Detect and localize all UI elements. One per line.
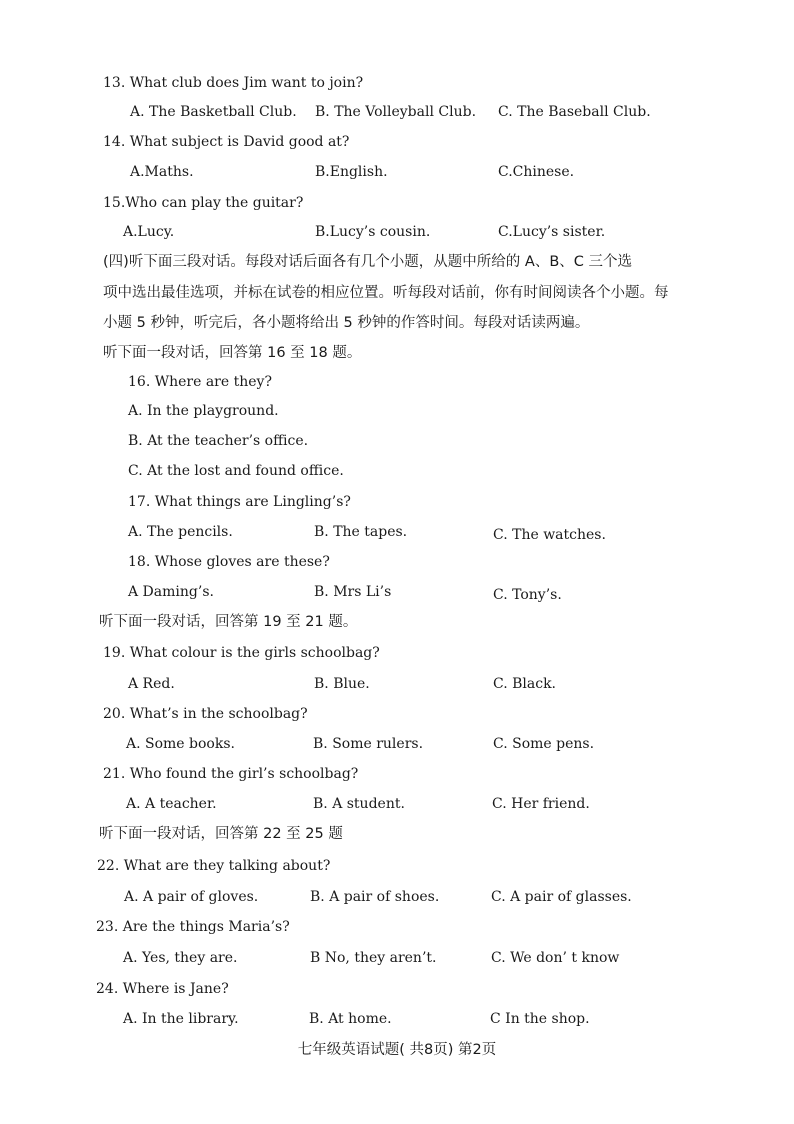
q14-option-b: B.English. <box>315 164 388 180</box>
question-15: 15.Who can play the guitar? <box>103 195 304 211</box>
q23-option-b: B No, they aren’t. <box>310 950 437 966</box>
q19-option-a: A Red. <box>128 676 175 692</box>
q17-option-c: C. The watches. <box>493 527 606 543</box>
q22-option-c: C. A pair of glasses. <box>491 889 632 905</box>
q23-option-a: A. Yes, they are. <box>123 950 238 966</box>
q16-option-b: B. At the teacher’s office. <box>128 433 309 449</box>
question-19: 19. What colour is the girls schoolbag? <box>103 645 380 661</box>
question-17: 17. What things are Lingling’s? <box>128 494 351 510</box>
page-footer: 七年级英语试题( 共8页) 第2页 <box>297 1042 497 1058</box>
q18-option-b: B. Mrs Li’s <box>314 584 392 600</box>
q21-option-a: A. A teacher. <box>126 796 217 812</box>
dialog-1-intro: 听下面一段对话，回答第 16 至 18 题。 <box>103 345 362 361</box>
dialog-3-intro: 听下面一段对话，回答第 22 至 25 题 <box>99 826 343 842</box>
question-13: 13. What club does Jim want to join? <box>103 75 364 91</box>
q13-option-b: B. The Volleyball Club. <box>315 104 477 120</box>
q24-option-b: B. At home. <box>309 1011 392 1027</box>
question-23: 23. Are the things Maria’s? <box>96 919 290 935</box>
question-24: 24. Where is Jane? <box>96 981 229 997</box>
q15-option-b: B.Lucy’s cousin. <box>315 224 431 240</box>
q22-option-a: A. A pair of gloves. <box>124 889 259 905</box>
question-20: 20. What’s in the schoolbag? <box>103 706 308 722</box>
q21-option-c: C. Her friend. <box>492 796 590 812</box>
dialog-2-intro: 听下面一段对话，回答第 19 至 21 题。 <box>99 614 358 630</box>
q24-option-a: A. In the library. <box>123 1011 239 1027</box>
question-14: 14. What subject is David good at? <box>103 134 350 150</box>
q22-option-b: B. A pair of shoes. <box>310 889 440 905</box>
q18-option-c: C. Tony’s. <box>493 587 562 603</box>
q16-option-c: C. At the lost and found office. <box>128 463 344 479</box>
q20-option-c: C. Some pens. <box>493 736 595 752</box>
q17-option-a: A. The pencils. <box>128 524 233 540</box>
question-21: 21. Who found the girl’s schoolbag? <box>103 766 359 782</box>
q20-option-b: B. Some rulers. <box>313 736 424 752</box>
q24-option-c: C In the shop. <box>490 1011 590 1027</box>
q14-option-c: C.Chinese. <box>498 164 575 180</box>
q15-option-c: C.Lucy’s sister. <box>498 224 606 240</box>
q15-option-a: A.Lucy. <box>123 224 175 240</box>
section-4-instructions-line-3: 小题 5 秒钟，听完后，各小题将给出 5 秒钟的作答时间。每段对话读两遍。 <box>103 315 590 331</box>
q13-option-c: C. The Baseball Club. <box>498 104 651 120</box>
question-16: 16. Where are they? <box>128 374 272 390</box>
section-4-instructions-line-2: 项中选出最佳选项，并标在试卷的相应位置。听每段对话前，你有时间阅读各个小题。每 <box>103 285 669 301</box>
q13-option-a: A. The Basketball Club. <box>130 104 297 120</box>
q19-option-b: B. Blue. <box>314 676 370 692</box>
q19-option-c: C. Black. <box>493 676 556 692</box>
q17-option-b: B. The tapes. <box>314 524 408 540</box>
q20-option-a: A. Some books. <box>126 736 235 752</box>
q23-option-c: C. We don’ t know <box>491 950 620 966</box>
q16-option-a: A. In the playground. <box>128 403 279 419</box>
q21-option-b: B. A student. <box>313 796 405 812</box>
question-22: 22. What are they talking about? <box>97 858 331 874</box>
section-4-instructions-line-1: (四)听下面三段对话。每段对话后面各有几个小题，从题中所给的 A、B、C 三个选 <box>103 254 633 270</box>
question-18: 18. Whose gloves are these? <box>128 554 330 570</box>
q14-option-a: A.Maths. <box>130 164 194 180</box>
q18-option-a: A Daming’s. <box>128 584 214 600</box>
